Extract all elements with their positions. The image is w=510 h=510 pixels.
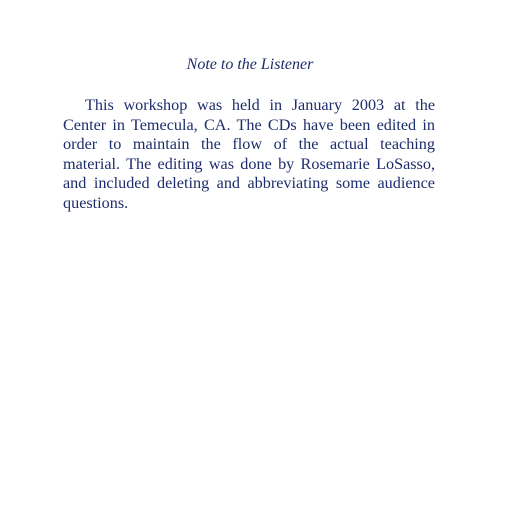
page-heading: Note to the Listener xyxy=(186,56,314,73)
body-paragraph: This workshop was held in January 2003 at the Center in Temecula, CA. The CDs have been edited in order to maintain the flow of the actual teaching material. The editing was done by Rosemarie LoSasso, and included deleting and abbreviating some audience questions. xyxy=(63,96,435,212)
